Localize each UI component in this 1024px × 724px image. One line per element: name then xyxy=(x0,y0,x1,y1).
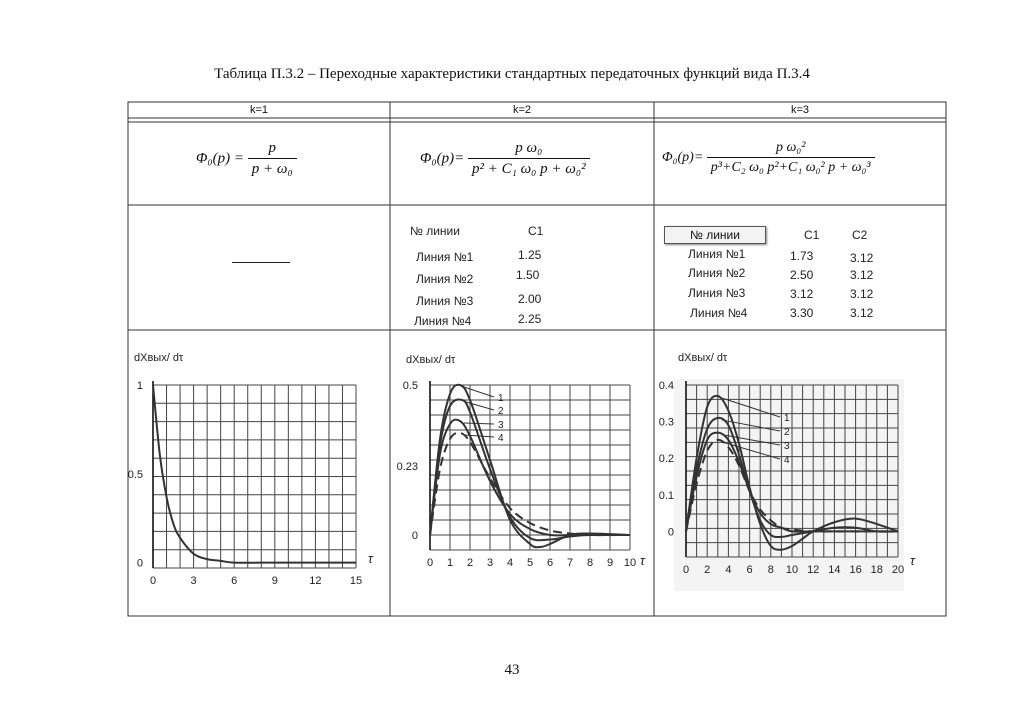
table-k3-col-c2: C2 xyxy=(852,228,868,242)
x-tick-label: 0 xyxy=(426,557,434,569)
table-caption: Таблица П.3.2 – Переходные характеристики стандартных передаточных функций вида П.3.4 xyxy=(214,66,810,82)
series-line-1 xyxy=(153,385,356,563)
table-row: Линия №1 xyxy=(688,247,746,261)
x-tick-label: 1 xyxy=(446,557,454,569)
formula-lhs: Φ₀(p) = xyxy=(196,150,244,167)
y-tick-label: 0.2 xyxy=(658,453,674,466)
x-tick-label: 10 xyxy=(785,564,799,576)
formula-numerator: p xyxy=(248,140,297,159)
y-tick-label: 0.3 xyxy=(658,416,674,429)
y-tick-label: 0 xyxy=(411,530,418,542)
y-tick-label: 0.4 xyxy=(658,380,674,392)
formula-k2 xyxy=(420,140,590,178)
x-tick-label: 7 xyxy=(566,557,574,569)
table-cell: 2.00 xyxy=(518,292,542,306)
line-label: 3 xyxy=(498,420,504,431)
formula-k3 xyxy=(662,140,875,176)
x-axis-label: τ xyxy=(368,551,373,566)
x-tick-label: 5 xyxy=(526,557,534,569)
y-tick-label: 0.23 xyxy=(396,461,418,473)
table-k2-col-c1: C1 xyxy=(528,224,544,238)
chart-k2 xyxy=(390,365,654,595)
x-tick-label: 8 xyxy=(767,564,774,576)
y-tick-label: 0.5 xyxy=(402,380,418,392)
x-tick-label: 8 xyxy=(586,557,594,569)
line-label: 4 xyxy=(498,433,504,444)
formula-lhs: Φ₀(p)= xyxy=(420,150,465,167)
line-label: 4 xyxy=(784,455,790,466)
formula-k1 xyxy=(196,140,297,178)
table-cell: 3.12 xyxy=(850,268,874,282)
x-tick-label: 6 xyxy=(746,564,753,576)
y-tick-label: 0 xyxy=(667,526,674,539)
table-cell: 3.12 xyxy=(850,251,874,265)
line-label: 2 xyxy=(498,406,504,417)
x-tick-label: 6 xyxy=(546,557,554,569)
table-row: Линия №1 xyxy=(416,250,474,264)
table-cell: 3.12 xyxy=(790,287,814,301)
table-row: Линия №4 xyxy=(690,306,748,320)
x-tick-label: 2 xyxy=(704,564,711,576)
x-tick-label: 0 xyxy=(149,575,157,587)
chart1-ylabel: dXвых/ dτ xyxy=(134,352,184,364)
formula-denominator: p³+C₂ ω₀ p²+C₁ ω₀² p + ω₀³ xyxy=(710,160,871,175)
formula-denominator: p + ω₀ xyxy=(251,161,293,177)
x-tick-label: 20 xyxy=(891,564,905,576)
x-tick-label: 6 xyxy=(231,575,238,587)
table-row: Линия №2 xyxy=(688,266,746,280)
x-tick-label: 12 xyxy=(807,564,820,576)
x-tick-label: 12 xyxy=(309,575,322,587)
chart-k3 xyxy=(654,365,946,600)
x-tick-label: 4 xyxy=(725,564,732,576)
table-cell: 3.12 xyxy=(850,306,874,320)
chart3-ylabel: dXвых/ dτ xyxy=(678,352,728,364)
table-cell: 1.25 xyxy=(518,248,542,262)
y-tick-label: 1 xyxy=(136,380,143,392)
formula-denominator: p² + C₁ ω₀ p + ω₀² xyxy=(472,161,586,177)
table-cell: 2.25 xyxy=(518,312,542,326)
table-row: Линия №3 xyxy=(416,294,474,308)
x-tick-label: 0 xyxy=(682,564,690,576)
chart-grid xyxy=(153,385,356,568)
x-tick-label: 4 xyxy=(506,557,514,569)
page-number: 43 xyxy=(504,662,520,678)
x-tick-label: 15 xyxy=(349,575,363,587)
formula-numerator: p ω₀ xyxy=(468,140,590,159)
line-number-header-button[interactable]: № линии xyxy=(664,226,766,244)
x-axis-label: τ xyxy=(640,553,645,568)
legend-solid-line xyxy=(232,262,290,263)
formula-lhs: Φ₀(p)= xyxy=(662,150,704,166)
formula-numerator: p ω₀² xyxy=(707,140,875,158)
line-label: 1 xyxy=(784,413,790,424)
x-tick-label: 9 xyxy=(271,575,278,587)
chart2-ylabel: dXвых/ dτ xyxy=(406,354,456,366)
line-label: 3 xyxy=(784,441,790,452)
chart-grid xyxy=(430,385,630,550)
header-k3: k=3 xyxy=(790,104,810,116)
table-row: Линия №4 xyxy=(414,314,472,328)
chart-k1 xyxy=(128,365,390,595)
y-tick-label: 0.5 xyxy=(128,468,143,481)
header-k1: k=1 xyxy=(249,104,269,116)
x-tick-label: 18 xyxy=(870,564,883,576)
x-tick-label: 14 xyxy=(828,564,841,576)
x-tick-label: 10 xyxy=(623,557,637,569)
x-tick-label: 16 xyxy=(849,564,862,576)
formula-fraction xyxy=(707,140,875,176)
x-tick-label: 9 xyxy=(606,557,614,569)
y-tick-label: 0.1 xyxy=(658,489,674,502)
table-cell: 3.30 xyxy=(790,306,814,320)
table-row: Линия №3 xyxy=(688,286,746,300)
x-axis-label: τ xyxy=(910,553,915,568)
line-label: 1 xyxy=(498,393,504,404)
x-tick-label: 3 xyxy=(486,557,494,569)
x-tick-label: 2 xyxy=(466,557,474,569)
table-cell: 1.50 xyxy=(516,268,540,282)
header-k2: k=2 xyxy=(512,104,532,116)
formula-fraction xyxy=(468,140,590,178)
y-tick-label: 0 xyxy=(136,557,143,570)
table-row: Линия №2 xyxy=(416,272,474,286)
table-k2-col-line: № линии xyxy=(410,224,460,238)
table-cell: 2.50 xyxy=(790,268,814,282)
table-cell: 3.12 xyxy=(850,287,874,301)
formula-fraction xyxy=(248,140,297,178)
x-tick-label: 3 xyxy=(190,575,197,587)
table-cell: 1.73 xyxy=(790,249,814,263)
line-label: 2 xyxy=(784,427,790,438)
table-k3-col-c1: C1 xyxy=(804,228,820,242)
